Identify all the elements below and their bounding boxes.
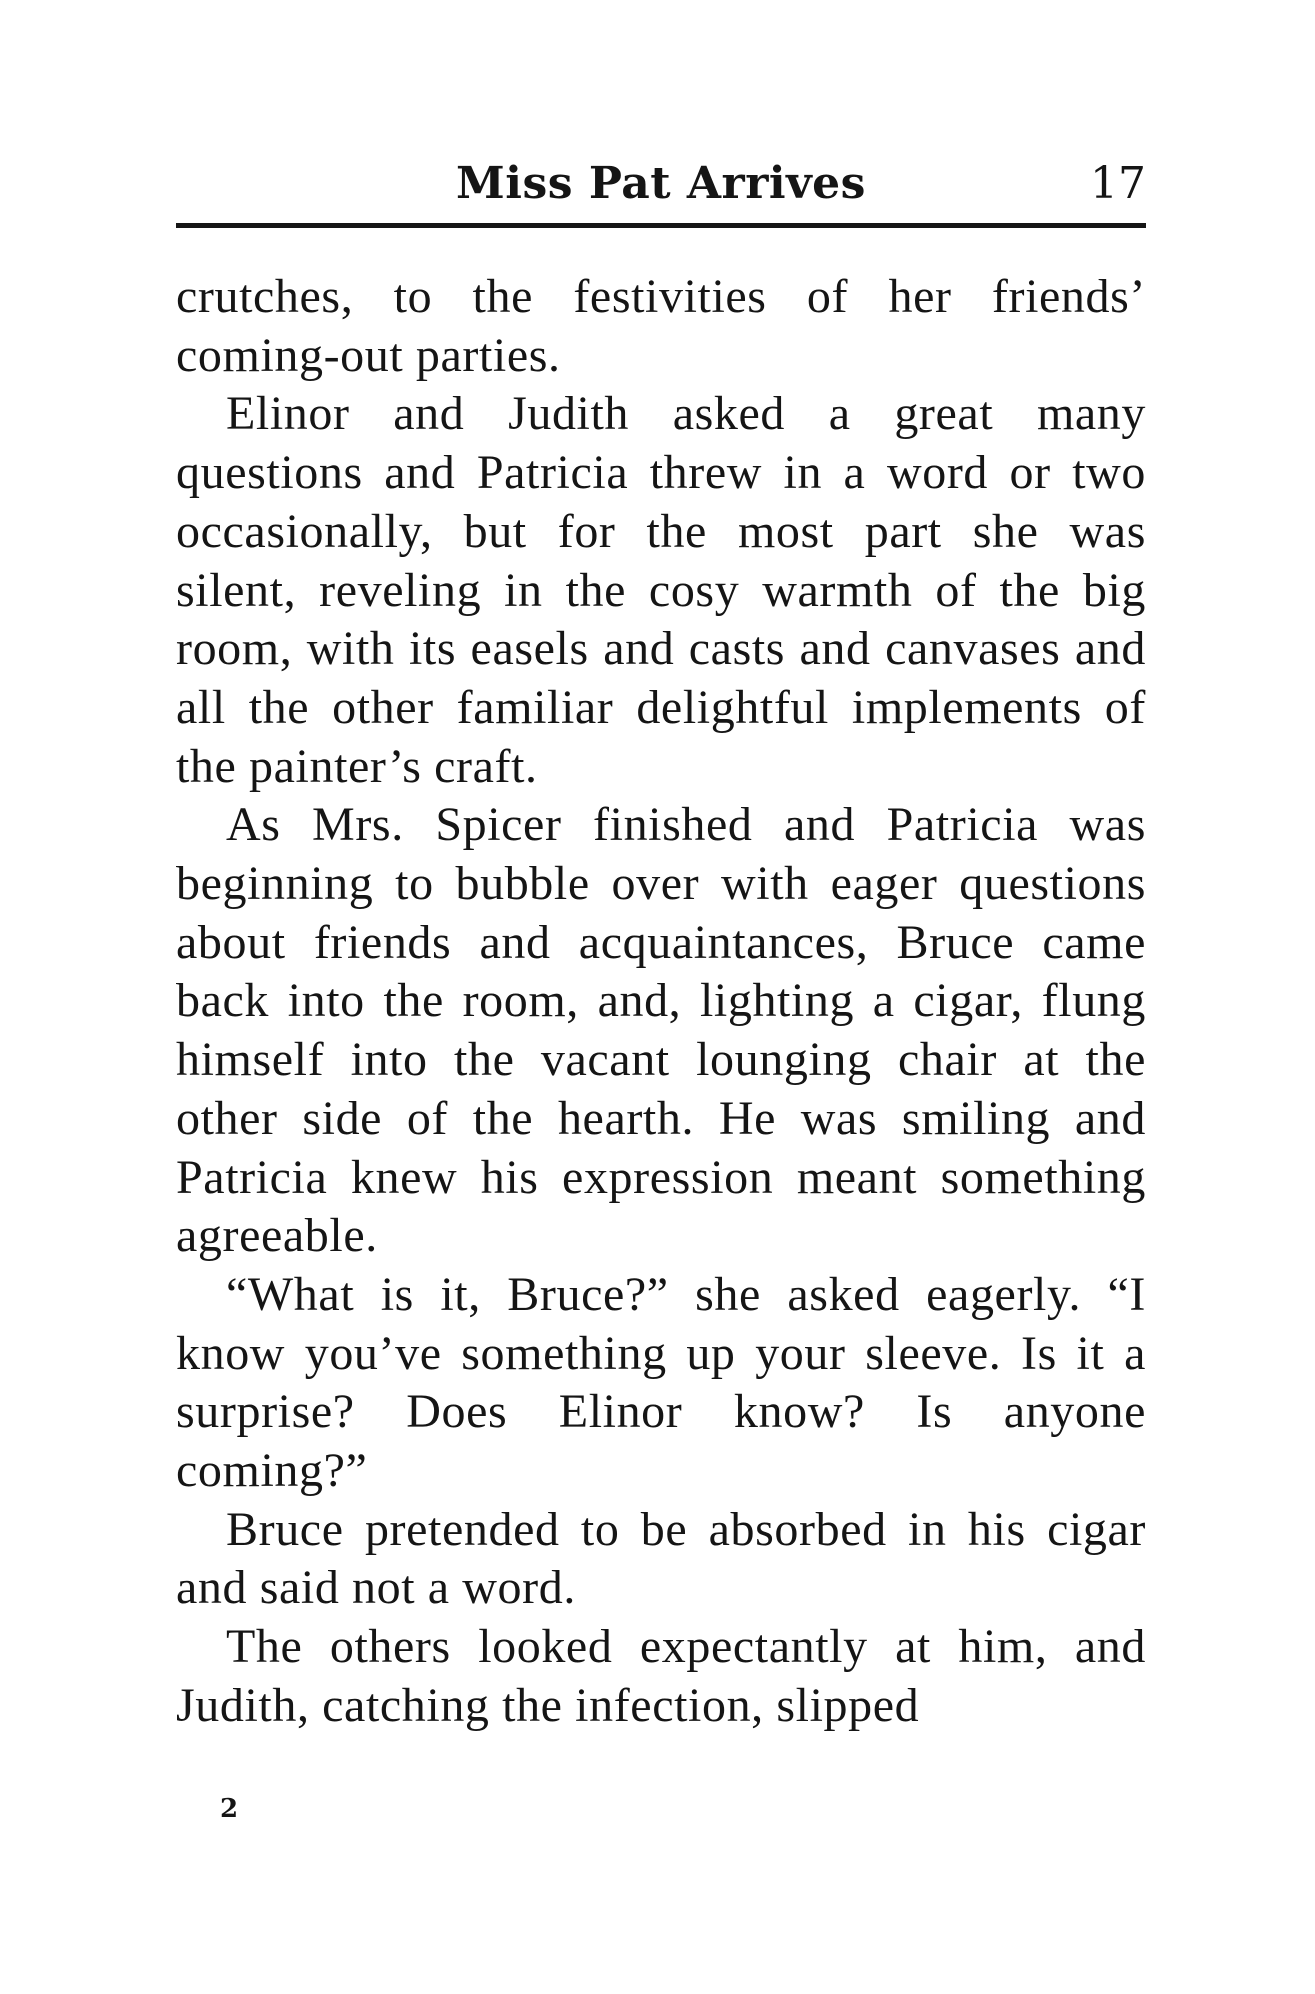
paragraph: The others looked expectantly at him, and Judith, catching the infection, slipped (176, 1620, 1146, 1732)
paragraph: Bruce pretended to be absorbed in his cigar and said not a word. (176, 1502, 1146, 1615)
page-number: 17 (1090, 158, 1146, 209)
signature-mark: 2 (220, 1794, 239, 1824)
running-title: Miss Pat Arrives (456, 158, 866, 209)
paragraph: Elinor and Judith asked a great many questions and Patricia threw in a word or two occasionally, but for the most part she was silent, reveling in the cosy warmth of the big room, with its easels and casts and canvases and all the other familiar delightful implements of the painter’s craft. (176, 387, 1146, 793)
paragraph: As Mrs. Spicer finished and Patricia was beginning to bubble over with eager questions about friends and acquaintances, Bruce came back into the room, and, lighting a cigar, flung himself into the vacant lounging chair at the other side of the hearth. He was smiling and Patricia knew his expression meant something agreeable. (176, 798, 1146, 1263)
paragraph-continued: crutches, to the festivities of her friends’ coming-out parties. (176, 270, 1146, 382)
body-text (176, 268, 1146, 1736)
paragraph: “What is it, Bruce?” she asked eagerly. “I know you’ve something up your sleeve. Is it a surprise? Does Elinor know? Is anyone coming?” (176, 1267, 1146, 1498)
header-rule (176, 223, 1146, 228)
running-head (176, 158, 1146, 222)
